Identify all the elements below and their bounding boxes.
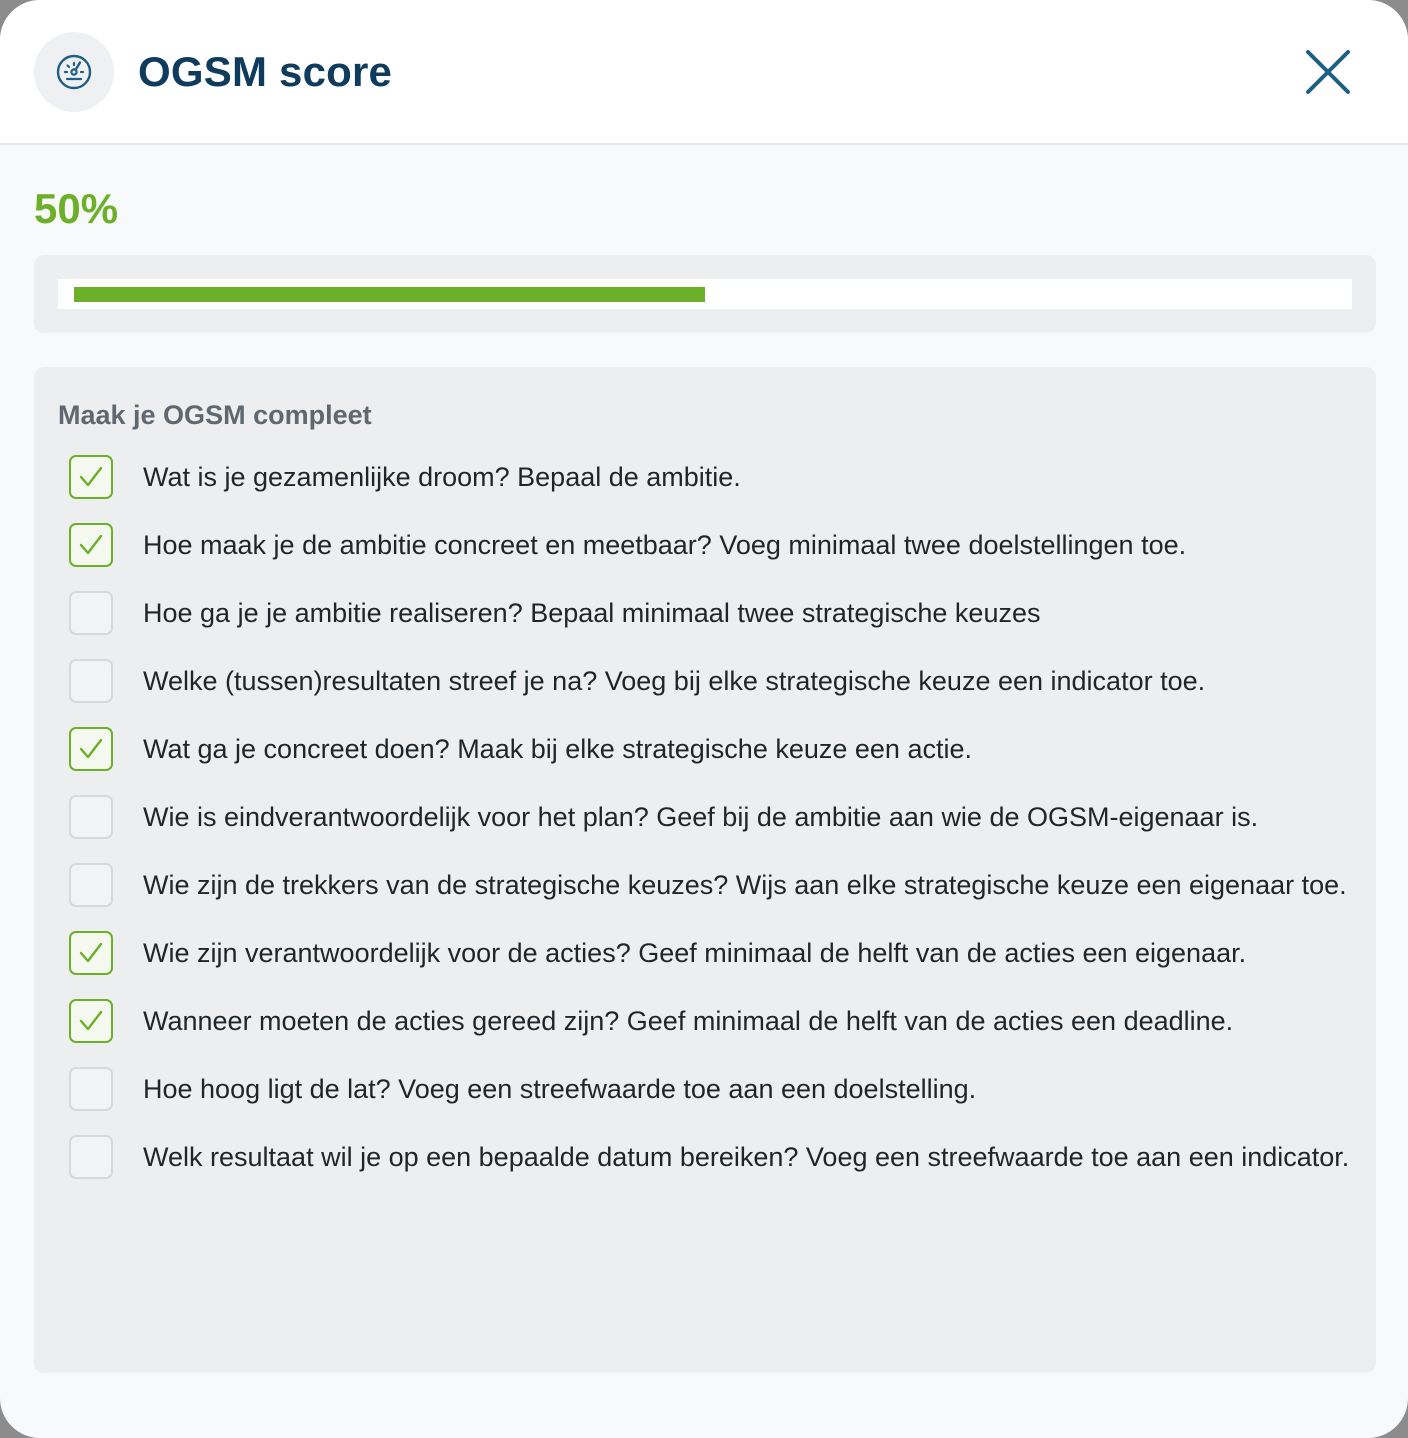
checklist-item-text: Wie zijn verantwoordelijk voor de acties? Geef minimaal de helft van de acties een eigenaar. [143, 938, 1247, 968]
checklist-checkbox[interactable] [69, 1067, 113, 1111]
checklist-item-text: Wat is je gezamenlijke droom? Bepaal de ambitie. [143, 462, 741, 492]
checkmark-icon [78, 464, 104, 490]
checklist-item [58, 455, 1352, 499]
checklist-checkbox[interactable] [69, 1135, 113, 1179]
checklist-item [58, 523, 1352, 567]
checkmark-icon [78, 736, 104, 762]
checklist-checkbox[interactable] [69, 931, 113, 975]
checklist-item-text: Wanneer moeten de acties gereed zijn? Geef minimaal de helft van de acties een deadline. [143, 1006, 1234, 1036]
checklist-checkbox[interactable] [69, 795, 113, 839]
checklist-item-text: Welke (tussen)resultaten streef je na? Voeg bij elke strategische keuze een indicator toe. [143, 666, 1206, 696]
checklist-checkbox[interactable] [69, 999, 113, 1043]
progress-bar [58, 279, 1352, 309]
checklist-item-text: Wat ga je concreet doen? Maak bij elke strategische keuze een actie. [143, 734, 972, 764]
checklist-item [58, 999, 1352, 1043]
checklist-item [58, 931, 1352, 975]
checklist-checkbox[interactable] [69, 727, 113, 771]
checklist-item-text: Wie zijn de trekkers van de strategische keuzes? Wijs aan elke strategische keuze een eigenaar toe. [143, 870, 1347, 900]
checklist-item [58, 1067, 1352, 1111]
score-percentage: 50% [34, 185, 119, 232]
checklist-item-text: Hoe hoog ligt de lat? Voeg een streefwaarde toe aan een doelstelling. [143, 1074, 977, 1104]
checklist-item [58, 591, 1352, 635]
checklist-item-text: Wie is eindverantwoordelijk voor het plan? Geef bij de ambitie aan wie de OGSM-eigenaar is. [143, 802, 1259, 832]
checklist-item-text: Hoe ga je je ambitie realiseren? Bepaal minimaal twee strategische keuzes [143, 598, 1041, 628]
dialog-header [0, 0, 1408, 145]
checklist-checkbox[interactable] [69, 863, 113, 907]
checklist-item [58, 727, 1352, 771]
checklist [58, 455, 1352, 1179]
checklist-checkbox[interactable] [69, 523, 113, 567]
checklist-item [58, 659, 1352, 703]
progress-bar-fill [74, 287, 705, 302]
checkmark-icon [78, 532, 104, 558]
checklist-checkbox[interactable] [69, 455, 113, 499]
checklist-item-text: Welk resultaat wil je op een bepaalde datum bereiken? Voeg een streefwaarde toe aan een indicator. [143, 1142, 1350, 1172]
checklist-title: Maak je OGSM compleet [58, 400, 372, 430]
close-button[interactable] [1300, 44, 1356, 100]
close-icon [1304, 48, 1352, 96]
checklist-item [58, 863, 1352, 907]
checklist-checkbox[interactable] [69, 591, 113, 635]
checklist-card [34, 367, 1376, 1373]
checklist-item-text: Hoe maak je de ambitie concreet en meetbaar? Voeg minimaal twee doelstellingen toe. [143, 530, 1187, 560]
checklist-checkbox[interactable] [69, 659, 113, 703]
checkmark-icon [78, 1008, 104, 1034]
gauge-icon [34, 32, 114, 112]
dialog-title: OGSM score [138, 48, 393, 95]
progress-card [34, 255, 1376, 333]
checkmark-icon [78, 940, 104, 966]
checklist-item [58, 795, 1352, 839]
checklist-item [58, 1135, 1352, 1179]
